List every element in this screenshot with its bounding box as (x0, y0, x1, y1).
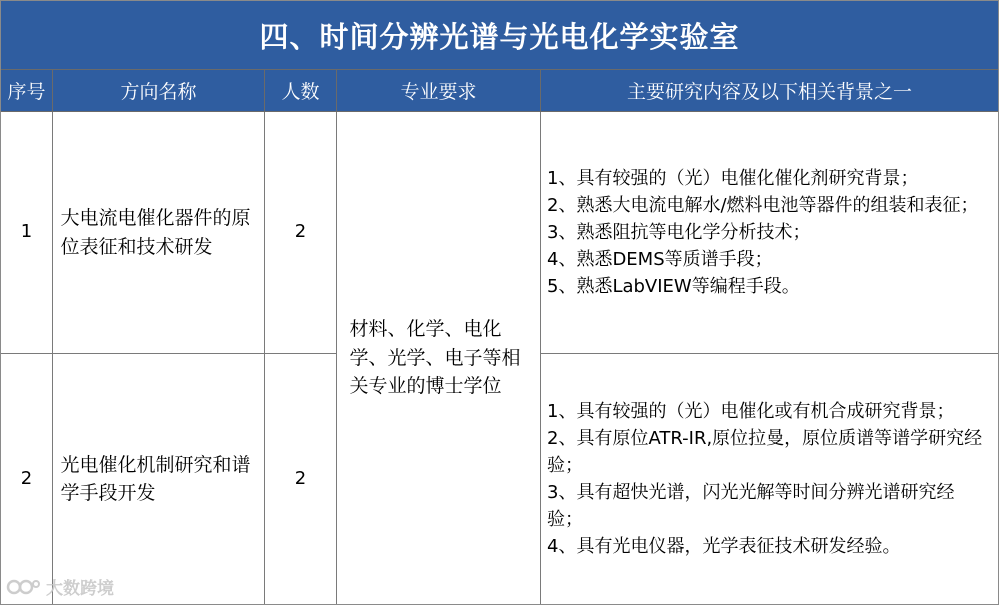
header-major: 专业要求 (337, 70, 541, 112)
row2-req-4: 4、具有光电仪器，光学表征技术研发经验。 (547, 536, 901, 557)
header-direction: 方向名称 (53, 70, 265, 112)
row2-direction-cell (53, 354, 265, 604)
row1-req-3: 3、熟悉阻抗等电化学分析技术； (547, 222, 811, 243)
row2-req-1: 1、具有较强的（光）电催化或有机合成研究背景； (547, 401, 955, 422)
major-requirement-cell (337, 112, 541, 604)
header-count: 人数 (265, 70, 337, 112)
row2-req-3: 3、具有超快光谱，闪光光解等时间分辨光谱研究经验； (547, 482, 955, 530)
row2-requirements-cell (541, 354, 998, 604)
row1-seq: 1 (1, 112, 53, 354)
row1-req-5: 5、熟悉LabVIEW等编程手段。 (547, 276, 800, 297)
table-title: 四、时间分辨光谱与光电化学实验室 (1, 1, 998, 70)
row1-req-4: 4、熟悉DEMS等质谱手段； (547, 249, 773, 270)
row2-req-2: 2、具有原位ATR-IR,原位拉曼，原位质谱等谱学研究经验； (547, 428, 983, 476)
major-requirement: 材料、化学、电化学、光学、电子等相关专业的博士学位 (349, 318, 521, 398)
row1-requirements-cell (541, 112, 998, 354)
row1-direction-cell (53, 112, 265, 354)
row1-count: 2 (265, 112, 337, 354)
row1-req-2: 2、熟悉大电流电解水/燃料电池等器件的组装和表征； (547, 195, 979, 216)
row2-seq: 2 (1, 354, 53, 604)
watermark (6, 574, 114, 599)
row2-requirements (541, 398, 993, 560)
row1-direction: 大电流电催化器件的原位表征和技术研发 (60, 207, 251, 258)
watermark-logo-icon (6, 577, 42, 597)
header-seq: 序号 (1, 70, 53, 112)
watermark-text: 大数跨境 (46, 579, 114, 599)
row2-count: 2 (265, 354, 337, 604)
row1-requirements (541, 165, 993, 300)
row1-req-1: 1、具有较强的（光）电催化催化剂研究背景； (547, 168, 919, 189)
header-content: 主要研究内容及以下相关背景之一 (541, 70, 998, 112)
row2-direction: 光电催化机制研究和谱学手段开发 (60, 453, 251, 504)
